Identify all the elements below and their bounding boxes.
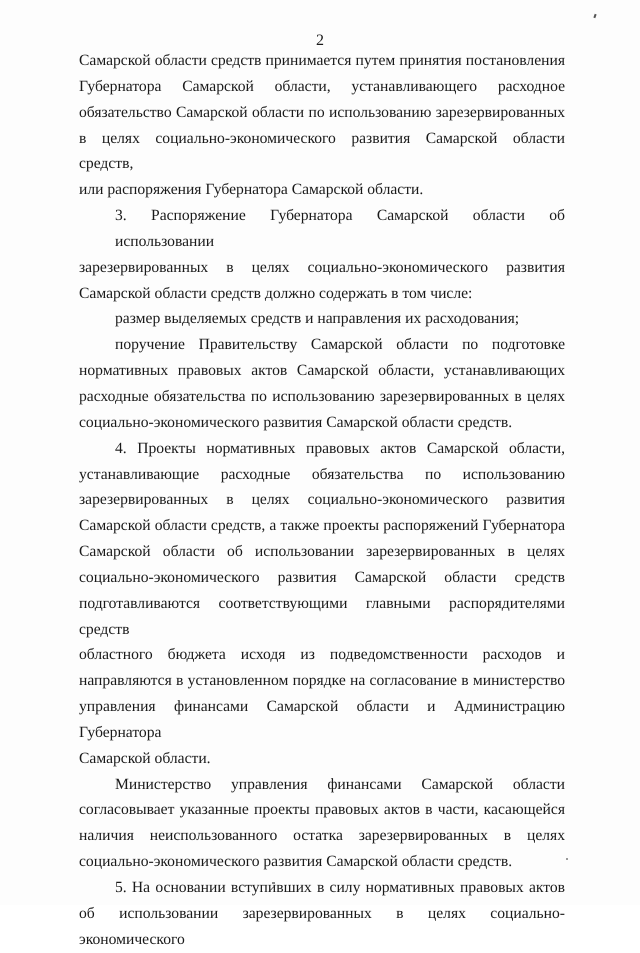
text-line: Губернатора Самарской области, устанавливающего расходное bbox=[79, 77, 565, 95]
paragraph bbox=[79, 436, 565, 772]
text-line: Министерство управления финансами Самарской области bbox=[115, 775, 565, 793]
paragraph bbox=[79, 772, 565, 875]
text-line: Самарской области об использовании зарезервированных в целях bbox=[79, 543, 565, 561]
text-line: Самарской области средств, а также проекты распоряжений Губернатора bbox=[79, 517, 565, 535]
text-line: подготавливаются соответствующими главными распорядителями средств bbox=[79, 594, 565, 638]
text-line: наличия неиспользованного остатка зарезервированных в целях bbox=[79, 827, 565, 845]
text-line: 3. Распоряжение Губернатора Самарской области об использовании bbox=[115, 207, 565, 250]
scan-speck bbox=[566, 858, 568, 860]
text-line: размер выделяемых средств и направления их расходования; bbox=[115, 310, 520, 328]
text-line: обязательство Самарской области по использованию зарезервированных bbox=[79, 103, 565, 121]
text-line: или распоряжения Губернатора Самарской области. bbox=[79, 181, 424, 199]
text-line: в целях социально-экономического развития Самарской области средств, bbox=[79, 129, 565, 173]
text-line: Самарской области. bbox=[79, 749, 211, 767]
text-line: Самарской области средств должно содержать в том числе: bbox=[79, 284, 473, 302]
text-line: направляются в установленном порядке на согласование в министерство bbox=[79, 672, 565, 690]
text-line: расходные обязательства по использованию зарезервированных в целях bbox=[79, 387, 565, 405]
document-body bbox=[79, 48, 565, 953]
paragraph bbox=[79, 203, 565, 306]
paragraph bbox=[79, 48, 565, 203]
text-line: социально-экономического развития Самарской области средств bbox=[79, 568, 565, 586]
paragraph bbox=[79, 332, 565, 435]
page-number: 2 bbox=[316, 32, 324, 49]
text-line: управления финансами Самарской области и Администрацию Губернатора bbox=[79, 698, 565, 741]
text-line: Самарской области средств принимается путем принятия постановления bbox=[79, 52, 565, 69]
text-line: об использовании зарезервированных в целях социально-экономического bbox=[79, 904, 565, 948]
text-line: социально-экономического развития Самарской области средств. bbox=[79, 853, 513, 871]
text-line: зарезервированных в целях социально-экономического развития bbox=[79, 491, 565, 509]
text-line: поручение Правительству Самарской области по подготовке bbox=[115, 336, 565, 354]
paragraph bbox=[79, 306, 565, 332]
text-line: согласовывает указанные проекты правовых актов в части, касающейся bbox=[79, 801, 565, 819]
text-line: областного бюджета исходя из подведомственности расходов и bbox=[79, 646, 565, 664]
text-line: 5. На основании вступивших в силу нормативных правовых актов bbox=[115, 879, 565, 896]
text-line: устанавливающие расходные обязательства по использованию bbox=[79, 465, 565, 483]
scan-speck bbox=[593, 14, 596, 18]
text-line: зарезервированных в целях социально-экономического развития bbox=[79, 258, 565, 276]
text-line: нормативных правовых актов Самарской области, устанавливающих bbox=[79, 362, 565, 380]
text-line: социально-экономического развития Самарской области средств. bbox=[79, 413, 513, 431]
paragraph bbox=[79, 875, 565, 953]
text-line: 4. Проекты нормативных правовых актов Самарской области, bbox=[115, 439, 565, 457]
